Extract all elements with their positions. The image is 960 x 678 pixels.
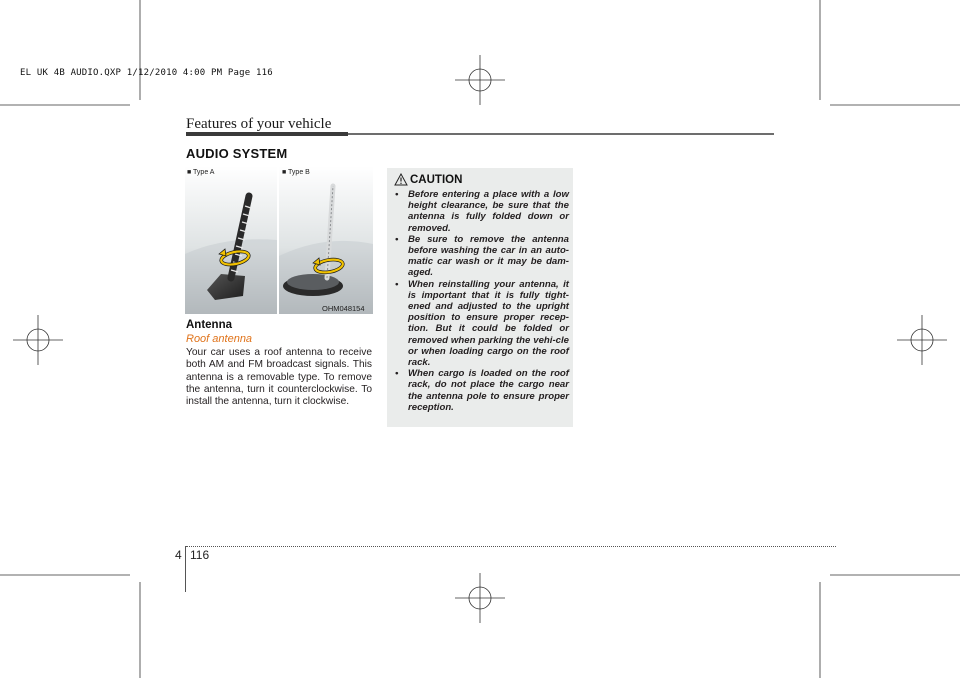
antenna-figure xyxy=(185,166,373,314)
caution-box xyxy=(387,168,573,427)
registration-target-bottom xyxy=(455,573,505,623)
page-header-title: Features of your vehicle xyxy=(186,116,332,132)
registration-target-left xyxy=(13,315,63,365)
antenna-illustration xyxy=(185,166,373,314)
type-a-label: ■ Type A xyxy=(187,169,215,176)
registration-target-top xyxy=(455,55,505,105)
registration-target-right xyxy=(897,315,947,365)
chapter-number: 4 xyxy=(175,548,182,562)
page-number: 116 xyxy=(190,548,210,562)
print-slug: EL UK 4B AUDIO.QXP 1/12/2010 4:00 PM Page 116 xyxy=(20,68,273,78)
figure-code: OHM048154 xyxy=(322,304,365,313)
caution-item: • Before entering a place with a low height clearance, be sure that the antenna is fully folded down or removed. xyxy=(395,189,569,234)
caution-item: • Be sure to remove the antenna before washing the car in an auto-matic car wash or it may be dam-aged. xyxy=(395,233,569,279)
type-b-label: ■ Type B xyxy=(282,169,310,176)
warning-triangle-icon xyxy=(394,173,408,186)
footer-divider xyxy=(185,546,186,592)
roof-antenna-subheading: Roof antenna xyxy=(186,333,253,345)
antenna-heading: Antenna xyxy=(186,319,232,331)
caution-item: • When cargo is loaded on the roof rack, do not place the cargo near the antenna pole to ensure proper reception. xyxy=(395,368,569,413)
header-bar xyxy=(186,132,348,136)
caution-title: CAUTION xyxy=(410,174,463,186)
antenna-body-text: Your car uses a roof antenna to receive both AM and FM broadcast signals. This antenna is a removable type. To remove the antenna, turn it counterclockwise. To install the antenna, turn it clockwise. xyxy=(186,347,372,408)
caution-item: • When reinstalling your antenna, it is important that it is fully tight-ened and adjusted to the upright position to ensure proper recep-tion. But it could be folded or removed when parking the vehi-cle or when loading cargo on the roof rack. xyxy=(395,278,569,369)
header-rule xyxy=(348,133,774,135)
section-title: AUDIO SYSTEM xyxy=(186,146,288,161)
caution-list xyxy=(395,189,569,413)
footer-rule xyxy=(186,546,836,547)
